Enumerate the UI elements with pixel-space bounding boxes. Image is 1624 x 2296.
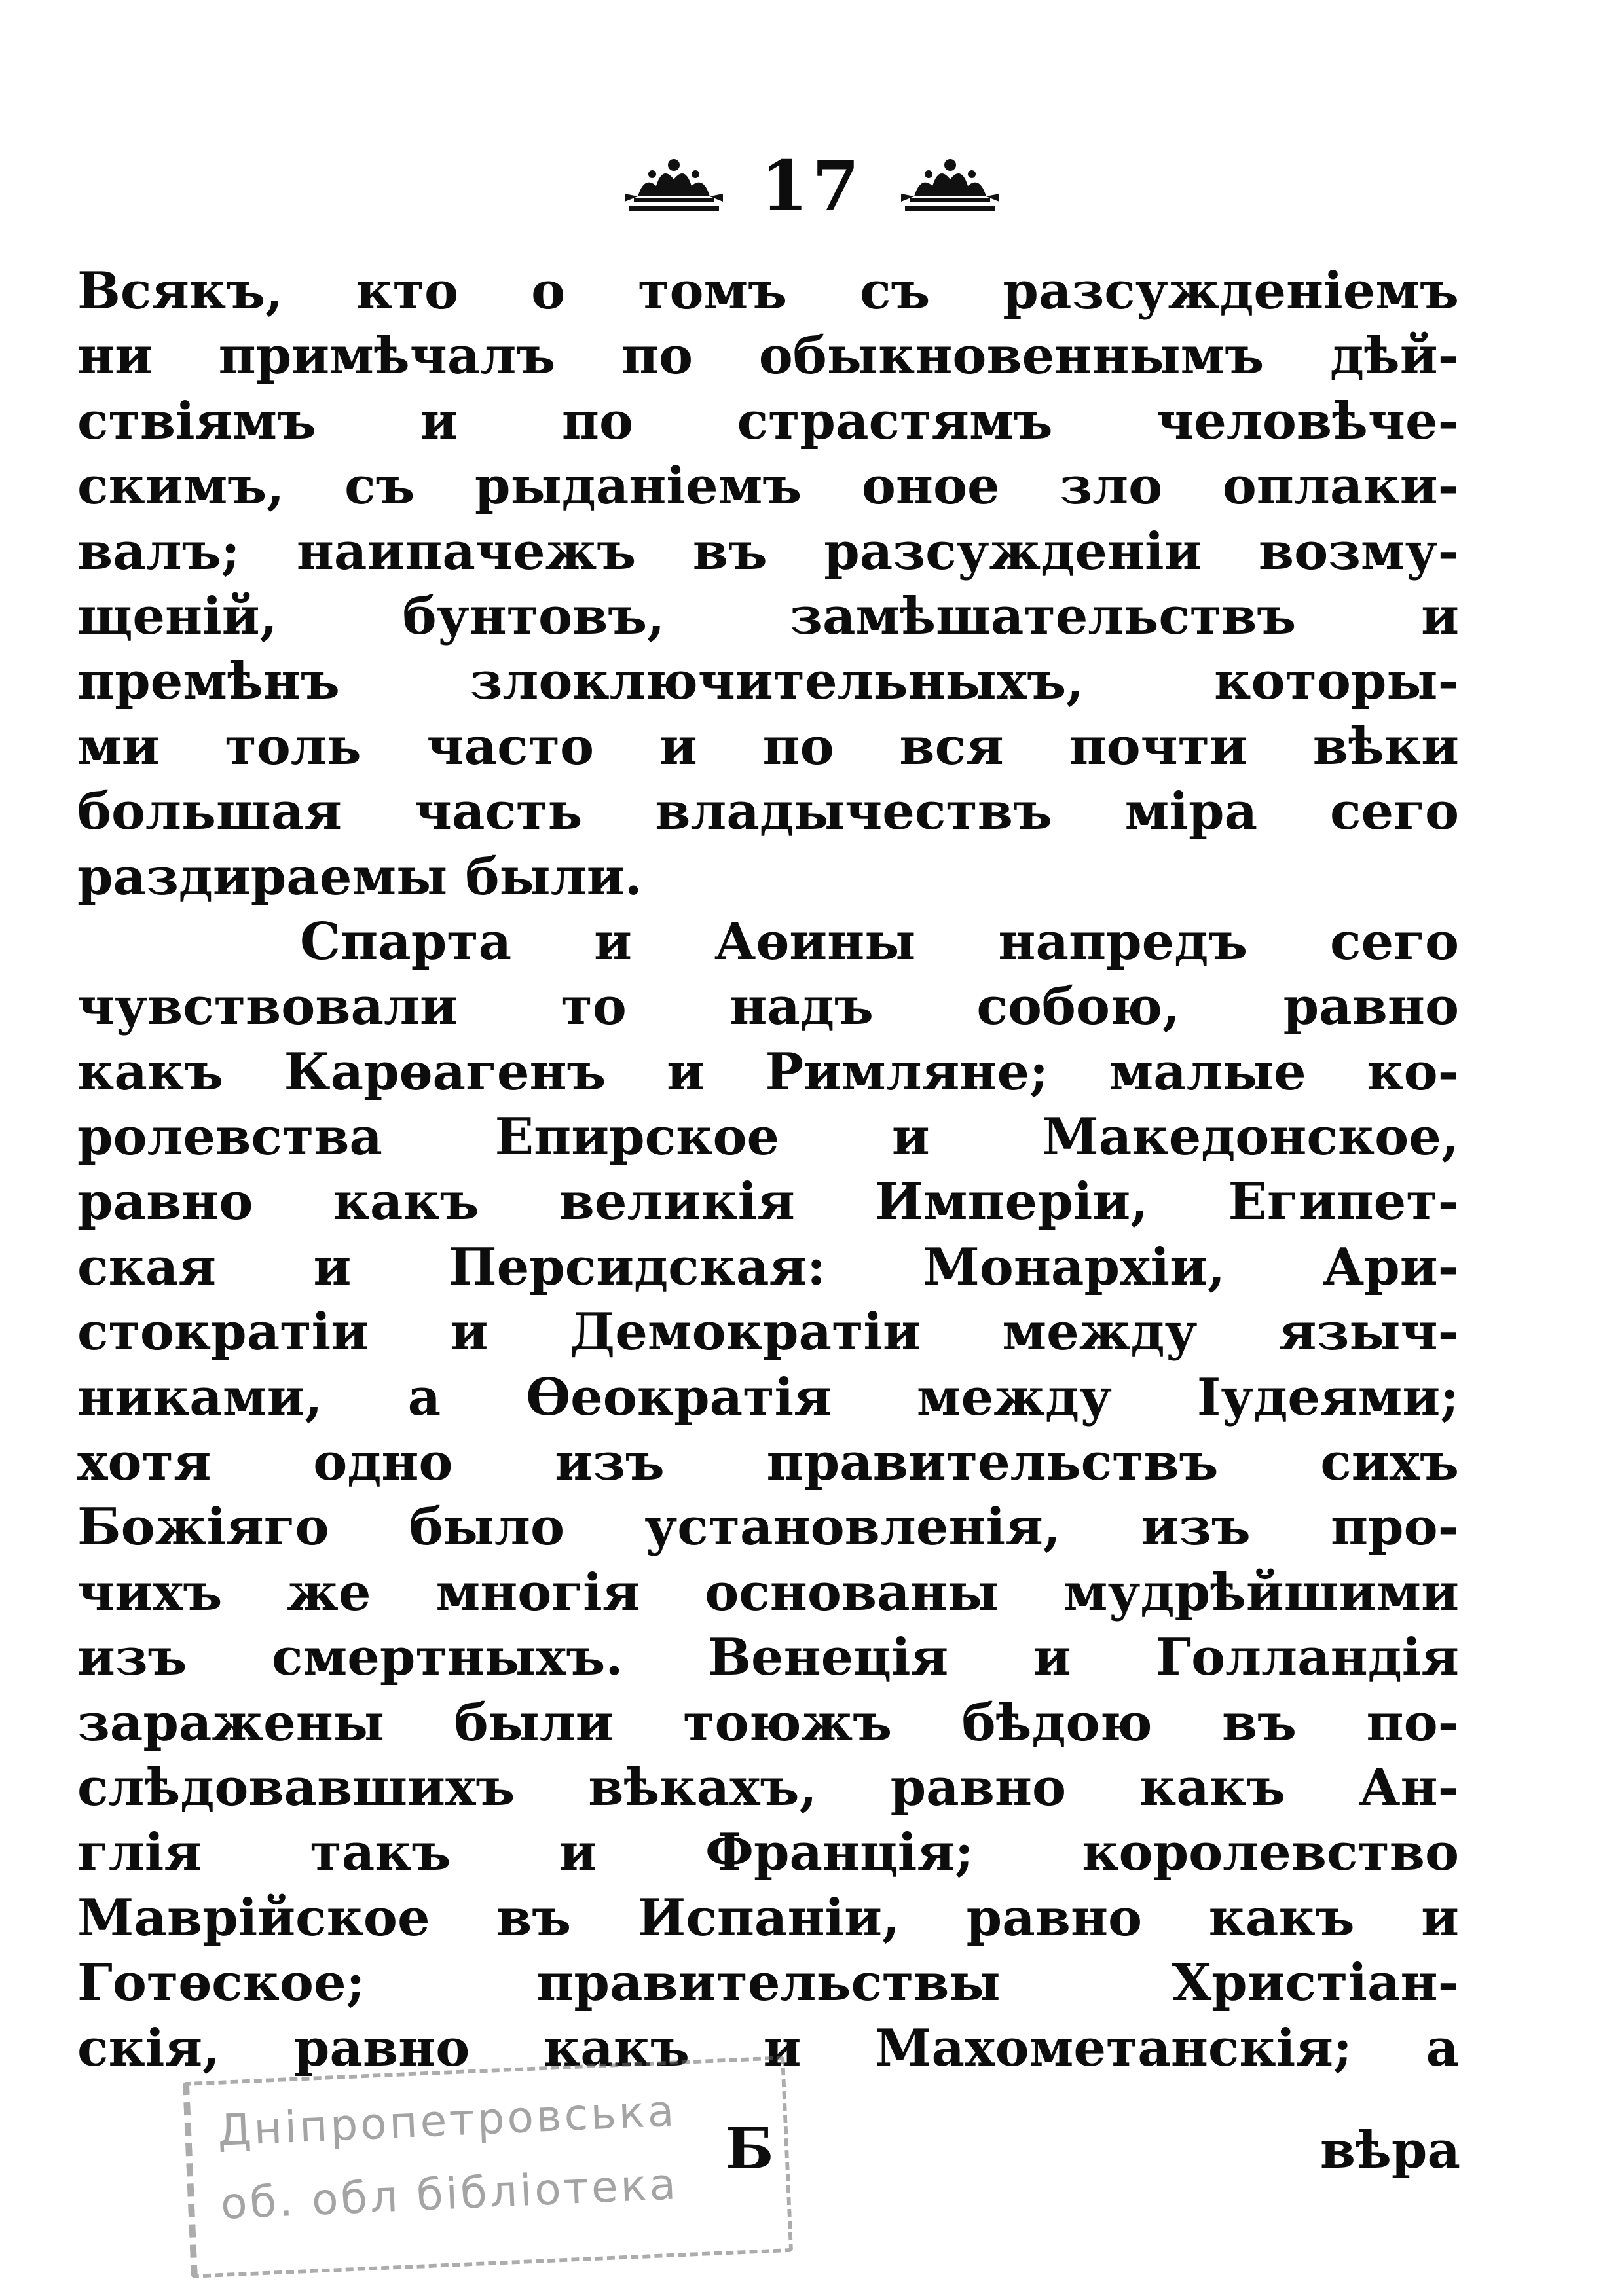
- catchword: вѣра: [1320, 2121, 1460, 2180]
- text-line: Всякъ, кто о томъ съ разсужденіемъ: [77, 261, 1459, 321]
- text-line: слѣдовавшихъ вѣкахъ, равно какъ Ан-: [77, 1757, 1459, 1817]
- text-line: ская и Персидская: Монархіи, Ари-: [77, 1237, 1459, 1297]
- text-line: хотя одно изъ правительствъ сихъ: [77, 1432, 1459, 1493]
- text-line: ми толь часто и по вся почти вѣки: [77, 716, 1459, 776]
- text-line: ролевства Епирское и Македонское,: [77, 1107, 1459, 1167]
- text-line: валъ; наипачежъ въ разсужденіи возму-: [77, 521, 1459, 581]
- text-line: премѣнъ злоключительныхъ, которы-: [77, 651, 1459, 712]
- text-line: изъ смертныхъ. Венеція и Голландія: [77, 1628, 1459, 1688]
- body-text: [77, 259, 1459, 2081]
- crown-ornament-icon: [625, 156, 723, 216]
- text-line: ни примѣчалъ по обыкновеннымъ дѣй-: [77, 326, 1459, 386]
- text-line: Божіяго было установленія, изъ про-: [77, 1497, 1459, 1558]
- text-line: щеній, бунтовъ, замѣшательствъ и: [77, 586, 1459, 646]
- text-line: ствіямъ и по страстямъ человѣче-: [77, 391, 1459, 451]
- paragraph-end-line: раздираемы были.: [77, 847, 642, 907]
- text-line: никами, а Ѳеократія между Іудеями;: [77, 1367, 1459, 1427]
- running-head: [0, 145, 1624, 226]
- text-line: заражены были тоюжъ бѣдою въ по-: [77, 1692, 1459, 1753]
- text-line: стократіи и Демократіи между языч-: [77, 1302, 1459, 1362]
- text-line: скія, равно какъ и Махометанскія; а: [77, 2018, 1459, 2078]
- text-line: Готѳское; правительствы Христіан-: [77, 1953, 1459, 2013]
- crown-ornament-icon: [901, 156, 999, 216]
- text-line: чувствовали то надъ собою, равно: [77, 977, 1459, 1037]
- stamp-text: об. обл бібліотека: [219, 2159, 680, 2229]
- text-line: скимъ, съ рыданіемъ оное зло оплаки-: [77, 456, 1459, 517]
- stamp-text: Дніпропетровська: [216, 2085, 678, 2156]
- text-line: равно какъ великія Имперіи, Египет-: [77, 1172, 1459, 1232]
- page-number: 17: [760, 145, 864, 226]
- text-line: какъ Карѳагенъ и Римляне; малые ко-: [77, 1042, 1459, 1102]
- text-line: Маврійское въ Испаніи, равно какъ и: [77, 1887, 1459, 1948]
- paragraph-start-line: Спарта и Аѳины напредъ сего: [300, 911, 1459, 972]
- text-line: глія такъ и Франція; королевство: [77, 1823, 1459, 1883]
- text-line: большая часть владычествъ міра сего: [77, 782, 1459, 842]
- signature-mark: Б: [726, 2116, 774, 2182]
- text-line: чихъ же многія основаны мудрѣйшими: [77, 1562, 1459, 1622]
